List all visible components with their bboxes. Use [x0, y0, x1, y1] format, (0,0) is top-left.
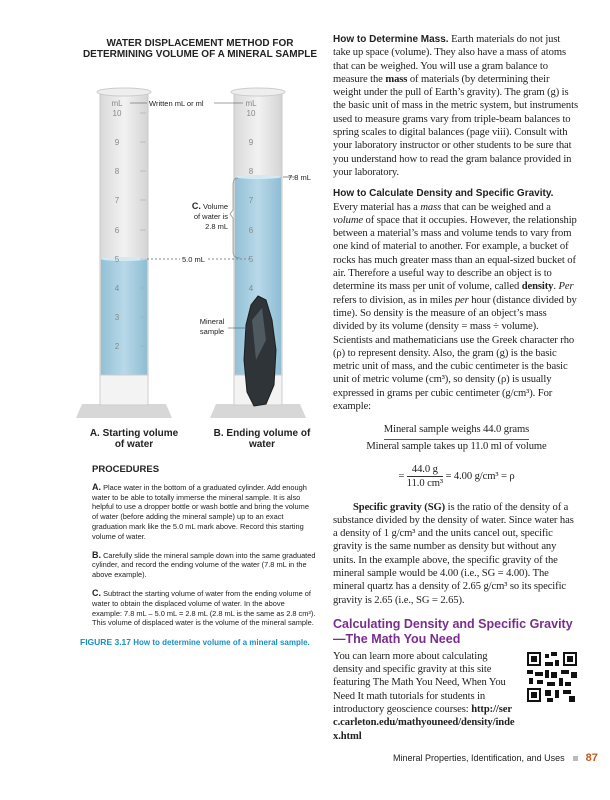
- specific-gravity-paragraph: Specific gravity (SG) is the ratio of the density of a substance divided by the density of water. Since water has a density of 1 g/cm³ and the units cancel out, specific gravity is the same number as density but without any units. In the example above, the specific gravity of the mineral sample would be 4.00 (i.e., SG = 4.00). The mineral quartz has a density of 2.65 g/cm³ so its specific gravity is 2.65 (i.e., SG = 2.65).: [333, 501, 574, 606]
- caption-starting-volume: A. Starting volume of water: [89, 428, 179, 450]
- page-number: 87: [585, 752, 598, 764]
- ending-cylinder: [210, 88, 306, 418]
- svg-text:9: 9: [114, 138, 120, 147]
- density-equation: = $\frac{44.0 g}{\text{11.0 cm³}}$ = 4.00 g/cm³ = ρ: [398, 463, 515, 490]
- starting-cylinder: [76, 88, 172, 418]
- svg-text:10: 10: [246, 109, 256, 118]
- cylinder-foot: [76, 404, 172, 418]
- page-footer: [393, 752, 598, 764]
- qr-code-icon[interactable]: [527, 652, 577, 702]
- svg-text:4: 4: [114, 284, 120, 293]
- svg-text:6: 6: [114, 226, 120, 235]
- density-paragraph: How to Calculate Density and Specific Gravity. Every material has a mass that can be weighed and a volume of space that it occupies. However, the relationship between a material’s mass and volume tends to vary from one kind of material to another. For example, a bucket of rocks has much greater mass than an equal-sized bucket of air. Therefore a useful way to describe an object is to determine its mass per unit of volume, called density. Per refers to division, as in miles per hour (distance divided by time). So density is the measure of an object’s mass divided by its volume (density = mass ÷ volume). Scientists and mathematicians use the Greek character rho (ρ) to represent density. Also, the gram (g) is the basic metric unit of mass, and the cubic centimeter is the basic unit of metric volume (cm³), so density (ρ) is usually expressed in grams per cubic centimeter (g/cm³). For example:: [333, 188, 577, 413]
- svg-text:9: 9: [248, 138, 254, 147]
- svg-text:5: 5: [114, 255, 120, 264]
- svg-text:of water is: of water is: [193, 212, 228, 221]
- svg-text:mL: mL: [245, 99, 257, 108]
- svg-text:7: 7: [114, 196, 120, 205]
- starting-volume-label: 5.0 mL: [182, 255, 205, 264]
- svg-text:4: 4: [248, 284, 254, 293]
- svg-text:2.8 mL: 2.8 mL: [205, 222, 228, 231]
- svg-text:8: 8: [114, 167, 120, 176]
- ending-volume-label: 7.8 mL: [288, 173, 311, 182]
- unit-label: mL: [111, 99, 123, 108]
- procedures-heading: PROCEDURES: [92, 464, 160, 475]
- svg-text:5: 5: [248, 255, 254, 264]
- procedures-section: [80, 464, 316, 648]
- body-text-column: [333, 33, 580, 743]
- caption-ending-volume: B. Ending volume of water: [213, 428, 311, 450]
- procedure-step: A. Place water in the bottom of a graduated cylinder. Add enough water to be able to totally immerse the mineral sample. It is also helpful to use a dropper bottle or wash bottle and bring the volume of water (before adding the mineral sample) up to an exact graduation mark like the 5.0 mL mark above. Record this starting volume of water.: [92, 481, 309, 541]
- written-ml-label: Written mL or ml: [149, 99, 204, 108]
- svg-text:sample: sample: [199, 327, 225, 336]
- mass-paragraph: How to Determine Mass. Earth materials do not just take up space (volume). They also have a mass of atoms that can be weighed. You will use a gram balance to measure the mass of materials (by determining their weight under the pull of Earth’s gravity). The gram (g) is the basic unit of mass in the metric system, but instruments used to measure grams vary from triple-beam balances to spring scales to digital balances (page viii). Consult with your laboratory instructor or other students to be sure that you understand how to read the gram balance provided in your laboratory.: [333, 34, 578, 178]
- svg-text:3: 3: [114, 313, 120, 322]
- footer-section-title: Mineral Properties, Identification, and Uses: [393, 753, 565, 763]
- example-fraction: Mineral sample weighs 44.0 grams Mineral sample takes up 11.0 ml of volume: [366, 424, 547, 452]
- svg-text:10: 10: [112, 109, 122, 118]
- figure-title: WATER DISPLACEMENT METHOD FOR DETERMINING VOLUME OF A MINERAL SAMPLE: [82, 38, 318, 60]
- svg-text:6: 6: [248, 226, 254, 235]
- svg-text:7: 7: [248, 196, 254, 205]
- svg-text:C. Volume: C. Volume: [191, 201, 228, 211]
- water-fill: [101, 259, 147, 377]
- math-box-title: Calculating Density and Specific Gravity—The Math You Need: [333, 616, 573, 646]
- svg-text:8: 8: [248, 167, 254, 176]
- figure-caption: FIGURE 3.17 How to determine volume of a mineral sample.: [80, 637, 310, 648]
- svg-text:2: 2: [114, 342, 120, 351]
- mineral-sample-label: Mineral: [199, 317, 225, 326]
- math-box-text: You can learn more about calculating density and specific gravity at this site featuring The Math You Need, When You Need It math tutorials for students in introductory geoscience courses: http://serc.carleton.edu/mathyouneed/density/index.html: [333, 650, 515, 742]
- math-url-link[interactable]: http://serc.carleton.edu/mathyouneed/density/index.html: [333, 704, 515, 742]
- procedure-step: B. Carefully slide the mineral sample down into the same graduated cylinder, and record the ending volume of the water (7.8 mL in the above example).: [92, 549, 316, 580]
- procedure-step: C. Subtract the starting volume of water from the ending volume of water to obtain the displaced volume of water. In the above example: 7.8 mL – 5.0 mL = 2.8 mL (2.8 mL is the same as 2.8 cm³). This volume of displaced water is the volume of the mineral sample.: [92, 587, 316, 628]
